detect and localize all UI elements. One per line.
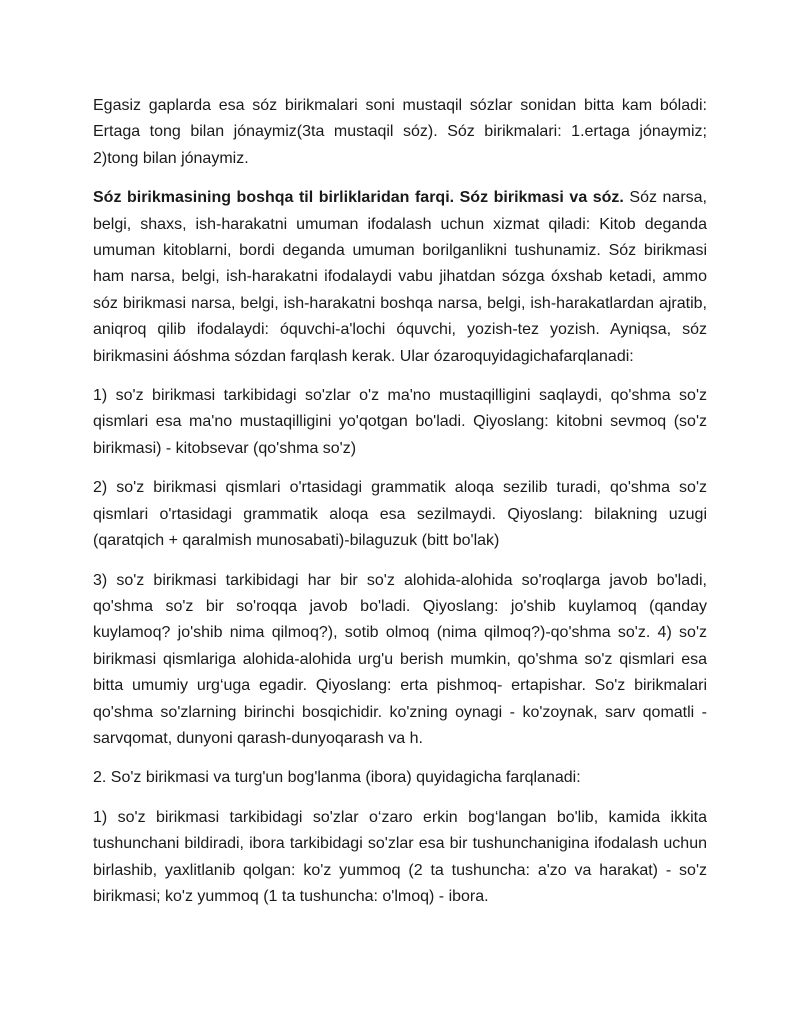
paragraph-7 bbox=[93, 805, 707, 911]
paragraph-5-text: 3) so'z birikmasi tarkibidagi har bir so'z alohida-alohida so'roqlarga javob bo'ladi, qo'shma so'z bir so'roqqa javob bo'ladi. Qiyoslang: jo'shib kuylamoq (qanday kuylamoq? jo'shib nima qilmoq?), sotib olmoq (nima qilmoq?)-qo'shma so'z. 4) so'z birikmasi qismlariga alohida-alohida urg'u berish mumkin, qo'shma so'z qismlari esa bitta umumiy urg‘uga egadir. Qiyoslang: erta pishmoq- ertapishar. So'z birikmalari qo'shma so'zlarning birinchi bosqichidir. ko'zning oynagi - ko'zoynak, sarv qomatli - sarvqomat, dunyoni qarash-dunyoqarash va h. bbox=[93, 571, 707, 747]
document-page bbox=[93, 93, 707, 923]
paragraph-2 bbox=[93, 185, 707, 370]
paragraph-4-text: 2) so'z birikmasi qismlari o'rtasidagi grammatik aloqa sezilib turadi, qo'shma so'z qismlari o'rtasidagi grammatik aloqa esa sezilmaydi. Qiyoslang: bilakning uzugi (qaratqich + qaralmish munosabati)-bilaguzuk (bitt bo'lak) bbox=[93, 479, 707, 550]
paragraph-2-heading: Sóz birikmasining boshqa til birliklaridan farqi. Sóz birikmasi va sóz. bbox=[93, 189, 624, 207]
paragraph-3-text: 1) so'z birikmasi tarkibidagi so'zlar o'z ma'no mustaqilligini saqlaydi, qo'shma so'z qismlari esa ma'no mustaqilligini yo'qotgan bo'ladi. Qiyoslang: kitobni sevmoq (so'z birikmasi) - kitobsevar (qo'shma so'z) bbox=[93, 387, 707, 457]
paragraph-4 bbox=[93, 475, 707, 554]
paragraph-5 bbox=[93, 568, 707, 753]
paragraph-6 bbox=[93, 765, 707, 791]
paragraph-6-text: 2. So'z birikmasi va turg'un bog'lanma (ibora) quyidagicha farqlanadi: bbox=[93, 769, 581, 787]
paragraph-2-text: Sóz narsa, belgi, shaxs, ish-harakatni umuman ifodalash uchun xizmat qiladi: Kitob deganda umuman kitoblarni, bordi deganda umuman borilganlikni tushunamiz. Sóz birikmasi ham narsa, belgi, ish-harakatni ifodalaydi vabu jihatdan sózga óxshab ketadi, ammo sóz birikmasi narsa, belgi, ish-harakatni boshqa narsa, belgi, ish-harakatlardan ajratib, aniqroq qilib ifodalaydi: óquvchi-a'lochi óquvchi, yozish-tez yozish. Ayniqsa, sóz birikmasini áóshma sózdan farqlash kerak. Ular ózaroquyidagichafarqlanadi: bbox=[93, 189, 707, 365]
paragraph-1 bbox=[93, 93, 707, 172]
paragraph-7-text: 1) so'z birikmasi tarkibidagi so'zlar o‘zaro erkin bog‘langan bo'lib, kamida ikkita tushunchani bildiradi, ibora tarkibidagi so'zlar esa bir tushunchanigina ifodalash uchun birlashib, yaxlitlanib qolgan: ko'z yummoq (2 ta tushuncha: a'zo va harakat) - so'z birikmasi; ko'z yummoq (1 ta tushuncha: o'lmoq) - ibora. bbox=[93, 808, 707, 905]
paragraph-3 bbox=[93, 383, 707, 462]
paragraph-1-text: Egasiz gaplarda esa sóz birikmalari soni mustaqil sózlar sonidan bitta kam bóladi: Ertaga tong bilan jónaymiz(3ta mustaqil sóz). Sóz birikmalari: 1.ertaga jónaymiz; 2)tong bilan jónaymiz. bbox=[93, 97, 707, 167]
